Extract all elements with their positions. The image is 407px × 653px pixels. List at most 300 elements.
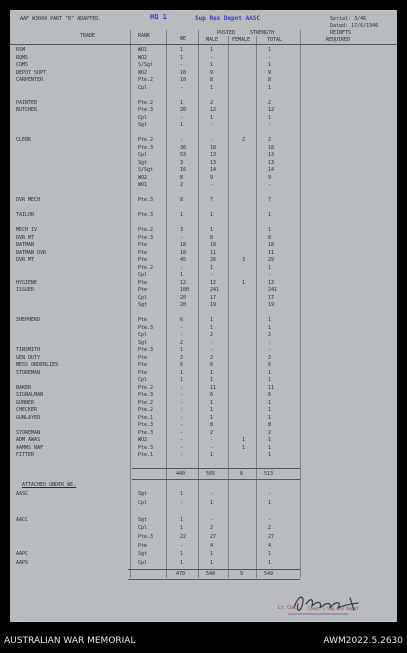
cell-total: 18 xyxy=(268,242,275,248)
cell-total: - xyxy=(268,516,272,523)
cell-male: 8 xyxy=(210,77,214,83)
cell-we: 2 xyxy=(180,354,184,361)
cell-rank: Sgt xyxy=(138,516,148,523)
cell-rank: S/Sgt xyxy=(138,167,154,173)
table-row xyxy=(10,258,397,263)
attached-row xyxy=(10,526,397,531)
cell-male: 1 xyxy=(210,212,214,218)
cell-total: 1 xyxy=(268,551,272,558)
cell-male: - xyxy=(210,437,214,443)
footer-left: AUSTRALIAN WAR MEMORIAL xyxy=(4,636,136,646)
cell-male: 1 xyxy=(210,324,214,331)
table-row xyxy=(10,213,397,218)
cell-male: 19 xyxy=(210,302,217,308)
cell-rank: Sgt xyxy=(138,339,148,346)
cell-rank: Pte xyxy=(138,317,148,323)
table-row xyxy=(10,378,397,383)
cell-rank: WO2 xyxy=(138,174,148,181)
cell-rank: Cpl xyxy=(138,559,148,566)
cell-total: 9 xyxy=(268,69,272,76)
cell-total: 241 xyxy=(268,287,278,293)
table-row xyxy=(10,363,397,368)
cell-total: 1 xyxy=(268,84,272,91)
table-row xyxy=(10,453,397,458)
cell-rank: Sgt xyxy=(138,491,148,497)
table-row xyxy=(10,318,397,323)
cell-trade: CQMS xyxy=(16,62,29,68)
cell-rank: Cpl xyxy=(138,294,148,301)
cell-rank: Cpl xyxy=(138,152,148,158)
signature-caption: Lt Col xyxy=(278,605,297,611)
cell-rank: Pte.2 xyxy=(138,99,154,106)
cell-rank: Pte.2 xyxy=(138,384,154,391)
form-title: AAF W3009 PART "B" ADAPTED. xyxy=(20,16,102,22)
table-row xyxy=(10,131,397,136)
cell-male: 2 xyxy=(210,354,214,361)
cell-male: 1 xyxy=(210,399,214,406)
cell-total: 6 xyxy=(268,392,272,398)
table-row xyxy=(10,251,397,256)
cell-total: 1 xyxy=(268,499,272,506)
cell-rank: Pte xyxy=(138,249,148,256)
footer-right: AWM2022.5.2630 xyxy=(323,636,403,646)
table-row xyxy=(10,446,397,451)
cell-male: 1 xyxy=(210,414,214,421)
table-row xyxy=(10,161,397,166)
cell-rank: Pte.2 xyxy=(138,137,154,143)
cell-we: - xyxy=(180,137,184,143)
cell-rank: WO1 xyxy=(138,47,148,53)
cell-we: 45 xyxy=(180,257,187,263)
cell-we: 1 xyxy=(180,525,184,532)
cell-we: 1 xyxy=(180,54,184,61)
attached-row xyxy=(10,518,397,523)
cell-trade: ISSUER xyxy=(16,287,35,293)
cell-we: 16 xyxy=(180,167,187,173)
col-header-required: REQUIRED xyxy=(326,37,351,43)
cell-we: - xyxy=(180,499,184,506)
cell-rank: Cpl xyxy=(138,499,148,506)
cell-total: 8 xyxy=(268,422,272,428)
cell-we: 8 xyxy=(180,174,184,181)
cell-we: 3 xyxy=(180,159,184,166)
cell-male: 1 xyxy=(210,369,214,376)
cell-rank: Sgt xyxy=(138,302,148,308)
table-row xyxy=(10,401,397,406)
cell-male: 1 xyxy=(210,559,214,566)
cell-rank: Cpl xyxy=(138,377,148,383)
cell-we: 8 xyxy=(180,197,184,203)
table-row xyxy=(10,56,397,61)
table-row xyxy=(10,326,397,331)
cell-we: 12 xyxy=(180,279,187,286)
col-header-we: WE xyxy=(180,36,187,42)
cell-total: - xyxy=(268,122,272,128)
table-row xyxy=(10,101,397,106)
col-header-male: MALE xyxy=(206,37,219,43)
unit-name: Sup Res Depot AASC xyxy=(195,15,261,22)
cell-total: 1 xyxy=(268,407,272,413)
cell-total: 1 xyxy=(268,377,272,383)
cell-male: 2 xyxy=(210,332,214,338)
attached-row xyxy=(10,552,397,557)
cell-total: - xyxy=(268,491,272,497)
table-row xyxy=(10,221,397,226)
cell-male: - xyxy=(210,272,214,278)
cell-total: - xyxy=(268,182,272,188)
grand-total-row xyxy=(10,572,397,577)
cell-we: 20 xyxy=(180,302,187,308)
grand-total-male: 540 xyxy=(206,571,216,577)
cell-trade: BATMAN xyxy=(16,242,35,248)
cell-male: 13 xyxy=(210,159,217,166)
grand-total-total: 549 xyxy=(264,571,274,577)
table-row xyxy=(10,348,397,353)
attached-row xyxy=(10,544,397,549)
table-row xyxy=(10,438,397,443)
cell-male: - xyxy=(210,54,214,61)
cell-total: 1 xyxy=(268,114,272,121)
cell-we: 6 xyxy=(180,317,184,323)
grand-total-we: 470 xyxy=(176,571,186,577)
cell-we: - xyxy=(180,437,184,443)
cell-total: - xyxy=(268,347,272,353)
table-row xyxy=(10,198,397,203)
table-row xyxy=(10,71,397,76)
cell-male: - xyxy=(210,347,214,353)
table-row xyxy=(10,356,397,361)
cell-we: 1 xyxy=(180,99,184,106)
col-header-total: TOTAL xyxy=(267,37,283,43)
cell-we: - xyxy=(180,542,184,549)
cell-total: 7 xyxy=(268,197,272,203)
cell-total: 2 xyxy=(268,354,272,361)
table-row xyxy=(10,243,397,248)
hq-stamp: HQ 1 xyxy=(150,13,167,21)
cell-trade: DVR MECH xyxy=(16,197,41,203)
attached-row xyxy=(10,561,397,566)
cell-total: 1 xyxy=(268,62,272,68)
cell-male: 2 xyxy=(210,525,214,532)
cell-total: 1 xyxy=(268,559,272,566)
cell-rank: Pte.3 xyxy=(138,444,154,451)
cell-we: 10 xyxy=(180,249,187,256)
cell-we: - xyxy=(180,84,184,91)
serial-number: Serial: 3/46 xyxy=(330,16,367,22)
col-header-strength: STRENGTH xyxy=(250,30,275,36)
table-row xyxy=(10,63,397,68)
cell-male: 1 xyxy=(210,62,214,68)
cell-male: 27 xyxy=(210,534,217,540)
table-row xyxy=(10,116,397,121)
cell-male: 6 xyxy=(210,362,214,368)
cell-male: 14 xyxy=(210,167,217,173)
cell-female: 1 xyxy=(242,437,246,443)
cell-we: - xyxy=(180,234,184,241)
cell-male: - xyxy=(210,137,214,143)
signature xyxy=(288,590,383,620)
cell-rank: Pte xyxy=(138,369,148,376)
cell-trade: FITTER xyxy=(16,452,35,458)
cell-we: - xyxy=(180,422,184,428)
cell-male: 4 xyxy=(210,542,214,549)
cell-male: 1 xyxy=(210,47,214,53)
table-row xyxy=(10,168,397,173)
subtotal-male: 505 xyxy=(206,471,216,477)
grand-total-female: 9 xyxy=(240,571,244,577)
table-row xyxy=(10,341,397,346)
cell-rank: Pte xyxy=(138,362,148,368)
stamp-caption: Comdt 1 Sup Res Depot xyxy=(308,606,359,611)
cell-trade: RQMS xyxy=(16,54,29,61)
cell-total: 1 xyxy=(268,437,272,443)
table-row xyxy=(10,273,397,278)
cell-rank: Pte.1 xyxy=(138,414,154,421)
dated-line: Dated: 17/6/1946 xyxy=(330,23,379,29)
cell-we: 20 xyxy=(180,294,187,301)
cell-total: 19 xyxy=(268,302,275,308)
cell-male: 1 xyxy=(210,377,214,383)
cell-total: 17 xyxy=(268,294,275,301)
cell-male: - xyxy=(210,122,214,128)
cell-male: - xyxy=(210,516,214,523)
cell-male: 1 xyxy=(210,407,214,413)
cell-male: 8 xyxy=(210,234,214,241)
table-row xyxy=(10,393,397,398)
cell-total: 13 xyxy=(268,279,275,286)
cell-we: 1 xyxy=(180,47,184,53)
cell-male: 1 xyxy=(210,114,214,121)
cell-we: - xyxy=(180,62,184,68)
cell-female: 2 xyxy=(242,137,246,143)
cell-rank: Pte.3 xyxy=(138,422,154,428)
subtotal-rule xyxy=(132,468,300,469)
table-row xyxy=(10,296,397,301)
table-row xyxy=(10,48,397,53)
cell-trade: STOREMAN xyxy=(16,429,41,436)
cell-trade: PAINTER xyxy=(16,99,38,106)
cell-rank: Sgt xyxy=(138,122,148,128)
cell-we: 1 xyxy=(180,491,184,497)
cell-male: 9 xyxy=(210,174,214,181)
cell-trade: AASC xyxy=(16,491,29,497)
cell-rank: Cpl xyxy=(138,84,148,91)
cell-rank: Pte.3 xyxy=(138,144,154,151)
col-header-rank: RANK xyxy=(138,33,151,39)
cell-rank: Pte.3 xyxy=(138,347,154,353)
col-header-female: FEMALE xyxy=(232,37,251,43)
cell-rank: WO1 xyxy=(138,182,148,188)
cell-we: - xyxy=(180,384,184,391)
cell-trade: DVR MT xyxy=(16,234,35,241)
cell-trade: CLERK xyxy=(16,137,32,143)
cell-total: 1 xyxy=(268,414,272,421)
cell-rank: WO2 xyxy=(138,437,148,443)
cell-rank: Pte.2 xyxy=(138,77,154,83)
cell-total: 2 xyxy=(268,99,272,106)
cell-male: 8 xyxy=(210,422,214,428)
cell-rank: Cpl xyxy=(138,332,148,338)
table-row xyxy=(10,386,397,391)
cell-male: - xyxy=(210,491,214,497)
table-row xyxy=(10,266,397,271)
cell-rank: Pte.3 xyxy=(138,324,154,331)
cell-total: 1 xyxy=(268,369,272,376)
table-row xyxy=(10,408,397,413)
cell-male: 12 xyxy=(210,279,217,286)
table-row xyxy=(10,303,397,308)
cell-we: 53 xyxy=(180,152,187,158)
cell-we: - xyxy=(180,324,184,331)
cell-total: 13 xyxy=(268,152,275,158)
cell-male: 13 xyxy=(210,152,217,158)
header-rule xyxy=(10,44,397,45)
cell-total: 18 xyxy=(268,144,275,151)
attached-row xyxy=(10,501,397,506)
table-row xyxy=(10,191,397,196)
cell-total: - xyxy=(268,339,272,346)
table-row xyxy=(10,281,397,286)
table-row xyxy=(10,78,397,83)
cell-total: 12 xyxy=(268,107,275,113)
table-row xyxy=(10,236,397,241)
cell-trade: GUNLAYER xyxy=(16,414,41,421)
cell-rank: Pte xyxy=(138,257,148,263)
cell-total: 29 xyxy=(268,257,275,263)
cell-we: - xyxy=(180,399,184,406)
cell-female: 1 xyxy=(242,279,246,286)
cell-trade: DVR MT xyxy=(16,257,35,263)
cell-we: 36 xyxy=(180,144,187,151)
cell-trade: STOREMAN xyxy=(16,369,41,376)
cell-male: 1 xyxy=(210,264,214,271)
cell-rank: Pte.2 xyxy=(138,227,154,233)
cell-we: 3 xyxy=(180,227,184,233)
cell-total: 2 xyxy=(268,137,272,143)
cell-we: 18 xyxy=(180,242,187,248)
cell-rank: Pte.2 xyxy=(138,264,154,271)
cell-rank: Pte.3 xyxy=(138,534,154,540)
table-row xyxy=(10,86,397,91)
cell-we: 20 xyxy=(180,107,187,113)
cell-trade: TINSMITH xyxy=(16,347,41,353)
cell-male: 18 xyxy=(210,242,217,248)
cell-male: 18 xyxy=(210,144,217,151)
table-row xyxy=(10,93,397,98)
cell-rank: Pte.3 xyxy=(138,234,154,241)
cell-total: 1 xyxy=(268,264,272,271)
cell-male: 1 xyxy=(210,84,214,91)
col-header-posted: POSTED xyxy=(217,30,236,36)
table-row xyxy=(10,431,397,436)
subtotal-total: 513 xyxy=(264,471,274,477)
cell-trade: GUNNER xyxy=(16,399,35,406)
cell-total: 11 xyxy=(268,249,275,256)
attached-heading: ATTACHED UNDER WE. xyxy=(22,482,77,488)
cell-we: 1 xyxy=(180,347,184,353)
cell-we: - xyxy=(180,429,184,436)
cell-trade: AAPS xyxy=(16,559,29,566)
cell-rank: Pte.1 xyxy=(138,452,154,458)
cell-male: 1 xyxy=(210,499,214,506)
cell-trade: BAKER xyxy=(16,384,32,391)
cell-total: 9 xyxy=(268,174,272,181)
cell-total: 1 xyxy=(268,399,272,406)
table-row xyxy=(10,228,397,233)
cell-rank: Pte.3 xyxy=(138,107,154,113)
table-row xyxy=(10,288,397,293)
cell-total: 2 xyxy=(268,332,272,338)
table-row xyxy=(10,423,397,428)
cell-total: 1 xyxy=(268,324,272,331)
cell-male: 1 xyxy=(210,452,214,458)
table-row xyxy=(10,371,397,376)
cell-rank: WO2 xyxy=(138,54,148,61)
cell-rank: Pte xyxy=(138,542,148,549)
cell-we: 1 xyxy=(180,369,184,376)
cell-male: 26 xyxy=(210,257,217,263)
cell-total: 1 xyxy=(268,212,272,218)
cell-total: - xyxy=(268,54,272,61)
cell-total: 8 xyxy=(268,234,272,241)
cell-male: - xyxy=(210,444,214,451)
attached-row xyxy=(10,535,397,540)
cell-rank: Cpl xyxy=(138,525,148,532)
cell-we: 1 xyxy=(180,516,184,523)
cell-trade: SIGNALMAN xyxy=(16,392,44,398)
cell-we: 22 xyxy=(180,534,187,540)
cell-we: 6 xyxy=(180,362,184,368)
table-row xyxy=(10,183,397,188)
cell-we: - xyxy=(180,414,184,421)
cell-we: - xyxy=(180,444,184,451)
cell-rank: Pte.2 xyxy=(138,399,154,406)
cell-total: 1 xyxy=(268,227,272,233)
cell-rank: Pte.3 xyxy=(138,212,154,218)
cell-male: 1 xyxy=(210,317,214,323)
grand-total-rule-bottom xyxy=(128,579,300,580)
table-row xyxy=(10,123,397,128)
cell-total: 2 xyxy=(268,525,272,532)
cell-trade: MECH IV xyxy=(16,227,38,233)
cell-male: 1 xyxy=(210,227,214,233)
cell-male: - xyxy=(210,339,214,346)
cell-rank: Pte.2 xyxy=(138,407,154,413)
cell-we: 1 xyxy=(180,377,184,383)
subtotal-we: 440 xyxy=(176,471,186,477)
cell-total: 1 xyxy=(268,317,272,323)
cell-male: 11 xyxy=(210,384,217,391)
cell-we: - xyxy=(180,332,184,338)
cell-rank: Pte xyxy=(138,279,148,286)
cell-male: 11 xyxy=(210,249,217,256)
grand-total-rule xyxy=(128,569,300,570)
cell-trade: AAMWS NAF xyxy=(16,444,44,451)
cell-we: 1 xyxy=(180,212,184,218)
cell-rank: Pte xyxy=(138,287,148,293)
cell-rank: Pte xyxy=(138,242,148,248)
cell-trade: DEPOT SUPT xyxy=(16,69,47,76)
cell-trade: TAILOR xyxy=(16,212,35,218)
table-row xyxy=(10,176,397,181)
table-row xyxy=(10,153,397,158)
cell-rank: WO2 xyxy=(138,69,148,76)
table-row xyxy=(10,416,397,421)
cell-female: 3 xyxy=(242,257,246,263)
cell-trade: CARPENTER xyxy=(16,77,44,83)
cell-we: - xyxy=(180,392,184,398)
cell-trade: HYGIENE xyxy=(16,279,38,286)
